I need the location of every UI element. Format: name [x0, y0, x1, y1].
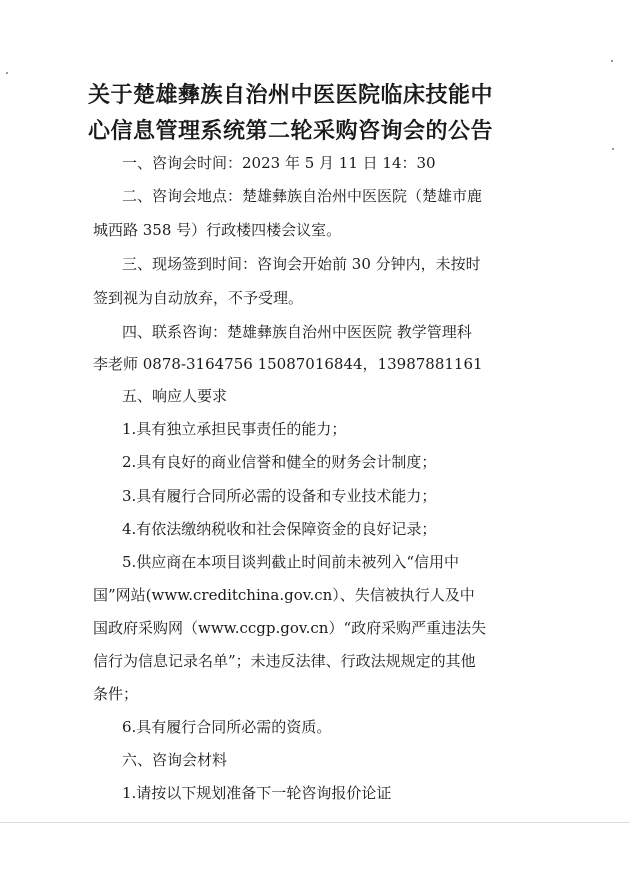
materials-heading: 六、咨询会材料	[122, 751, 228, 769]
requirement-item: 3.具有履行合同所必需的设备和专业技术能力；	[122, 487, 437, 505]
scan-speck	[611, 60, 613, 62]
requirement-item-5-line-5: 条件；	[93, 685, 139, 703]
meeting-location-line-1: 二、咨询会地点：楚雄彝族自治州中医医院（楚雄市鹿	[122, 187, 483, 205]
meeting-time: 一、咨询会时间：2023 年 5 月 11 日 14：30	[122, 154, 436, 172]
title-line-1: 关于楚雄彝族自治州中医医院临床技能中	[88, 83, 494, 108]
signin-time-line-2: 签到视为自动放弃，不予受理。	[93, 289, 304, 307]
contact-line-2: 李老师 0878-3164756 15087016844，13987881161	[93, 355, 483, 373]
requirement-item-5-line-1: 5.供应商在本项目谈判截止时间前未被列入“信用中	[122, 553, 459, 571]
materials-item: 1.请按以下规划准备下一轮咨询报价论证	[122, 784, 392, 802]
requirement-item: 2.具有良好的商业信誉和健全的财务会计制度；	[122, 453, 437, 471]
signin-time-line-1: 三、现场签到时间：咨询会开始前 30 分钟内，未按时	[122, 255, 481, 273]
scan-speck	[612, 148, 614, 150]
requirements-heading: 五、响应人要求	[122, 387, 228, 405]
meeting-location-line-2: 城西路 358 号）行政楼四楼会议室。	[93, 221, 342, 239]
contact-line-1: 四、联系咨询：楚雄彝族自治州中医医院 教学管理科	[122, 323, 472, 341]
requirement-item-5-line-4: 信行为信息记录名单”；未违反法律、行政法规规定的其他	[93, 652, 476, 670]
requirement-item: 4.有依法缴纳税收和社会保障资金的良好记录；	[122, 520, 437, 538]
page-title	[88, 78, 548, 150]
requirement-item: 1.具有独立承担民事责任的能力；	[122, 420, 347, 438]
scan-speck	[6, 72, 8, 74]
title-line-2: 心信息管理系统第二轮采购咨询会的公告	[88, 119, 494, 144]
requirement-item-5-line-2: 国”网站(www.creditchina.gov.cn）、失信被执行人及中	[93, 586, 475, 604]
requirement-item-5-line-3: 国政府采购网（www.ccgp.gov.cn）“政府采购严重违法失	[93, 619, 487, 637]
scan-edge-line	[0, 822, 630, 823]
requirement-item: 6.具有履行合同所必需的资质。	[122, 718, 332, 736]
